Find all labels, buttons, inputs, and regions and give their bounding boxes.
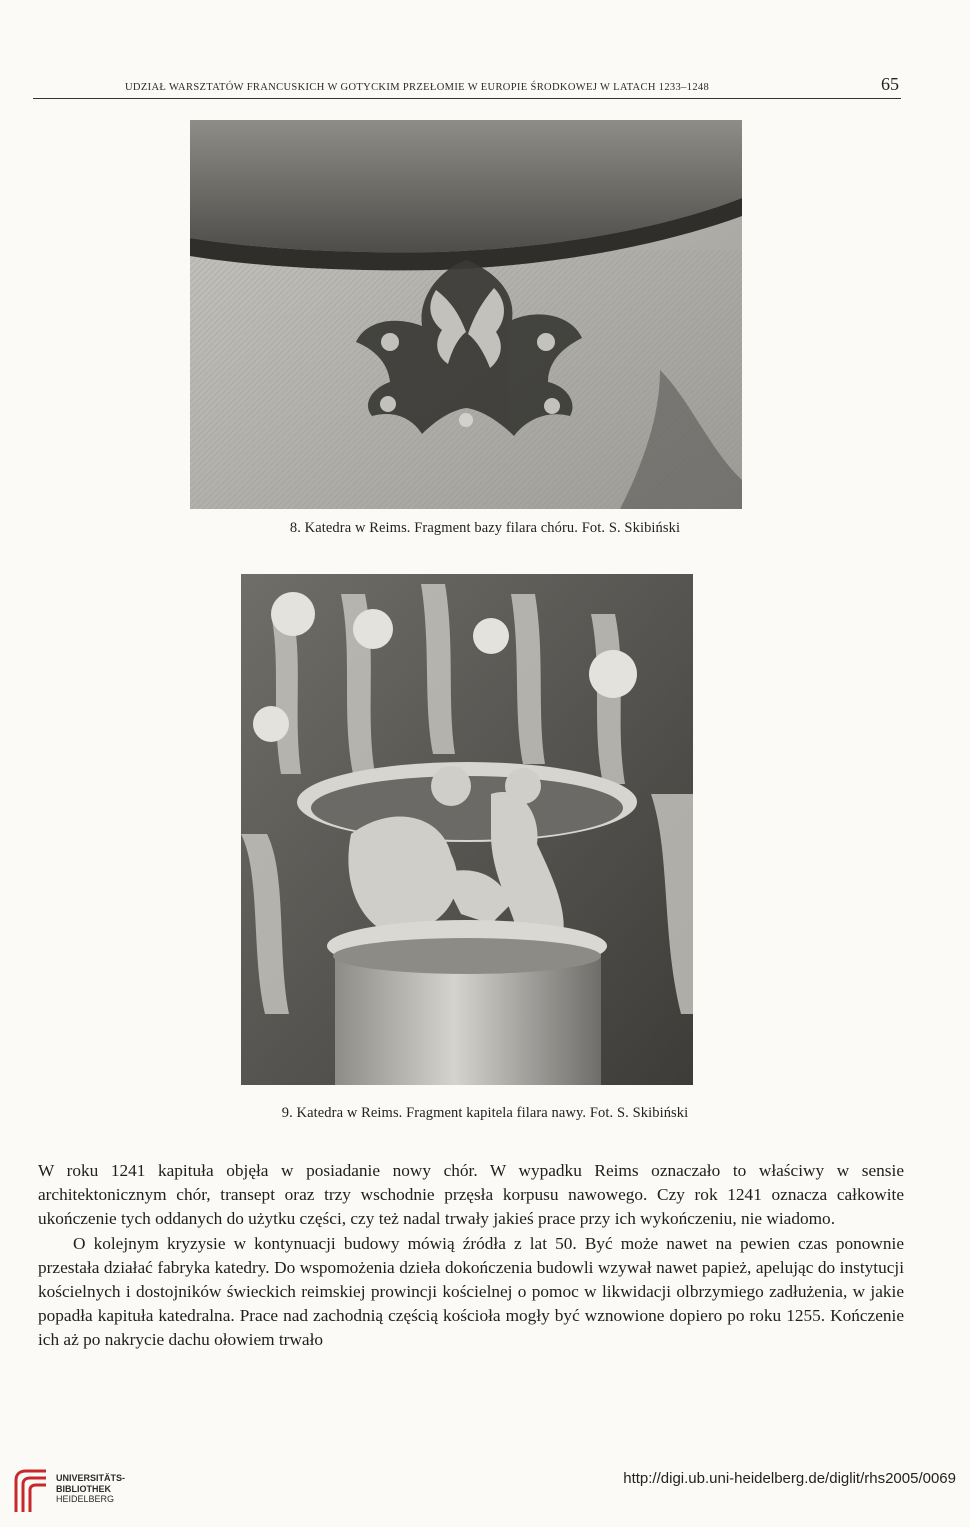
library-logo-icon [12, 1468, 48, 1514]
capital-sculpture-photo [241, 574, 693, 1085]
permalink-url[interactable]: http://digi.ub.uni-heidelberg.de/diglit/rhs2005/0069 [623, 1470, 956, 1487]
body-text [38, 1159, 904, 1353]
library-logo[interactable] [12, 1468, 152, 1514]
paragraph: O kolejnym kryzysie w kontynuacji budowy mówią źródła z lat 50. Być może nawet na pewien czas ponownie przestała działać fabryka katedry. Do wspomożenia dzieła dokończenia budowli wzywał nawet papież, apelując do instytucji kościelnych i dostojników świeckich reimskiej prowincji kościelnej o pomoc w likwidacji olbrzymiego zadłużenia, w jakie popadła kapituła katedralna. Prace nad zachodnią częścią kościoła mogły być wznowione dopiero po roku 1255. Kończenie ich aż po nakrycie dachu ołowiem trwało [38, 1233, 904, 1350]
figure-9-caption: 9. Katedra w Reims. Fragment kapitela filara nawy. Fot. S. Skibiński [281, 1105, 689, 1121]
pier-base-foliage-photo [190, 120, 742, 509]
page-number: 65 [881, 74, 899, 94]
figure-8-caption: 8. Katedra w Reims. Fragment bazy filara chóru. Fot. S. Skibiński [289, 520, 681, 536]
figure-8-photo [190, 120, 742, 509]
logo-line: HEIDELBERG [56, 1494, 115, 1504]
running-header [33, 76, 901, 99]
logo-line: UNIVERSITÄTS- [56, 1473, 126, 1483]
figure-9-photo [241, 574, 693, 1085]
running-title: UDZIAŁ WARSZTATÓW FRANCUSKICH W GOTYCKIM PRZEŁOMIE W EUROPIE ŚRODKOWEJ W LATACH 1233–1248 [125, 82, 710, 93]
paragraph: W roku 1241 kapituła objęła w posiadanie nowy chór. W wypadku Reims oznaczało to właściwy w sensie architektonicznym chór, transept oraz trzy wschodnie przęsła korpusu nawowego. Czy rok 1241 oznacza całkowite ukończenie tych oddanych do użytku części, czy też nadal trwały jakieś prace przy ich wykończeniu, nie wiadomo. [38, 1161, 904, 1229]
library-logo-text [56, 1473, 125, 1505]
logo-line: BIBLIOTHEK [56, 1483, 111, 1494]
